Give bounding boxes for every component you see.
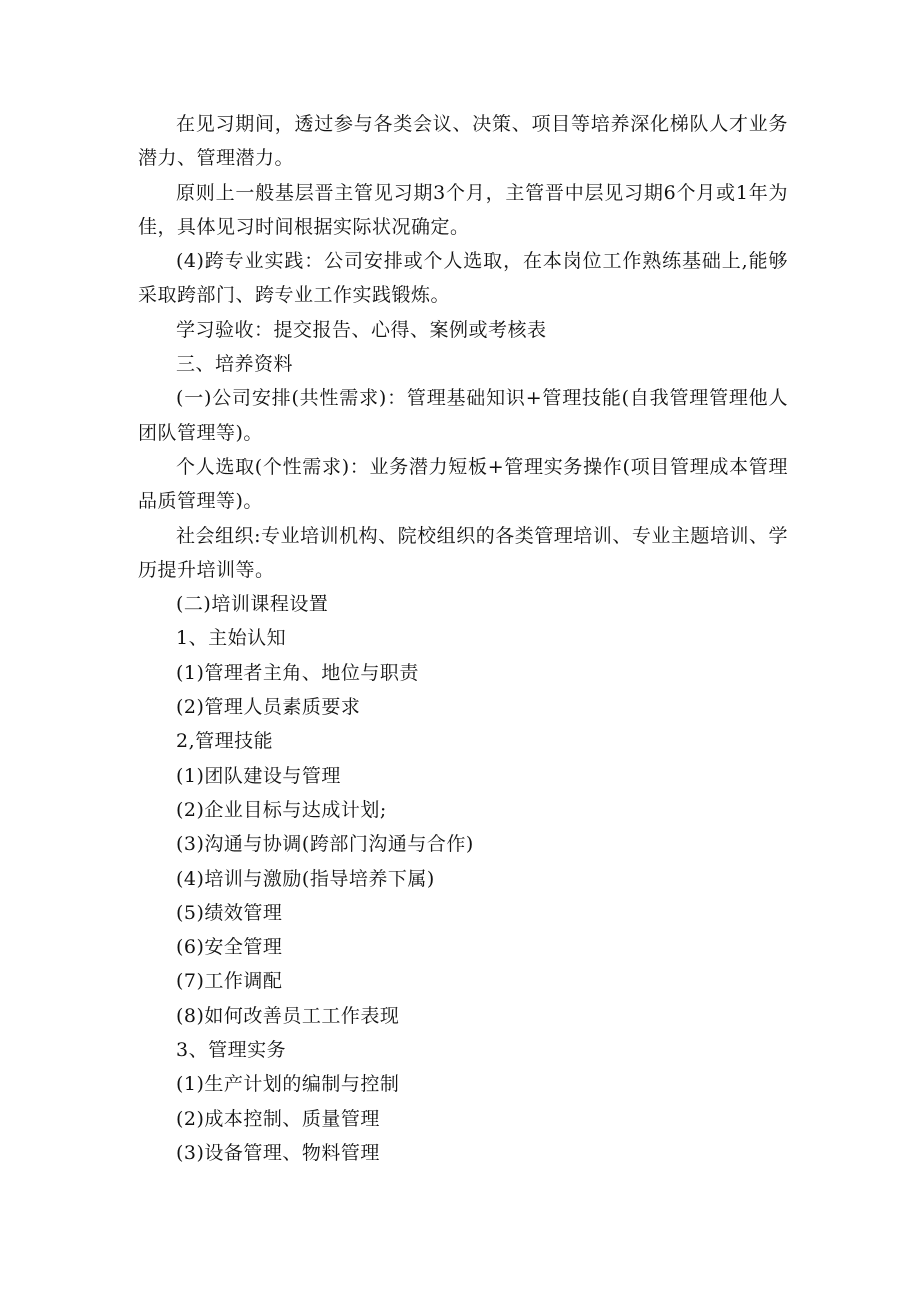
paragraph-cross-discipline: (4)跨专业实践：公司安排或个人选取，在本岗位工作熟练基础上,能够采取跨部门、跨专业工作实践锻炼。: [138, 250, 788, 307]
list-heading-management-skills: 2,管理技能: [176, 730, 274, 753]
paragraph-personal-choice: 个人选取(个性需求)：业务潜力短板+管理实务操作(项目管理成本管理品质管理等)。: [138, 455, 788, 513]
list-heading-role-cognition: 1、主始认知: [176, 627, 287, 650]
list-item: (1)管理者主角、地位与职责: [176, 661, 419, 684]
section-heading-training-materials: 三、培养资料: [176, 353, 294, 376]
document-body: [138, 107, 788, 1170]
list-item: (7)工作调配: [176, 970, 283, 993]
list-item: (6)安全管理: [176, 936, 283, 959]
list-item: (1)生产计划的编制与控制: [176, 1073, 400, 1096]
list-heading-management-practice: 3、管理实务: [176, 1039, 287, 1062]
list-item: (2)企业目标与达成计划;: [176, 798, 387, 821]
list-item: (4)培训与激励(指导培养下属): [176, 867, 435, 890]
paragraph-company-arrangement: (一)公司安排(共性需求)：管理基础知识+管理技能(自我管理管理他人团队管理等)。: [138, 387, 788, 444]
subheading-course-setup: (二)培训课程设置: [176, 593, 329, 616]
list-item: (2)管理人员素质要求: [176, 696, 361, 719]
paragraph-internship-period: 在见习期间，透过参与各类会议、决策、项目等培养深化梯队人才业务潜力、管理潜力。: [138, 113, 788, 170]
list-item: (5)绩效管理: [176, 901, 283, 924]
paragraph-social-organization: 社会组织:专业培训机构、院校组织的各类管理培训、专业主题培训、学历提升培训等。: [138, 524, 788, 581]
paragraph-acceptance: 学习验收：提交报告、心得、案例或考核表: [176, 318, 547, 341]
list-item: (2)成本控制、质量管理: [176, 1107, 380, 1130]
list-item: (8)如何改善员工工作表现: [176, 1004, 400, 1027]
list-item: (3)设备管理、物料管理: [176, 1141, 380, 1164]
list-item: (3)沟通与协调(跨部门沟通与合作): [176, 833, 474, 856]
list-item: (1)团队建设与管理: [176, 764, 341, 787]
paragraph-internship-duration: 原则上一般基层晋主管见习期3个月，主管晋中层见习期6个月或1年为佳，具体见习时间根据实际状况确定。: [138, 181, 788, 238]
